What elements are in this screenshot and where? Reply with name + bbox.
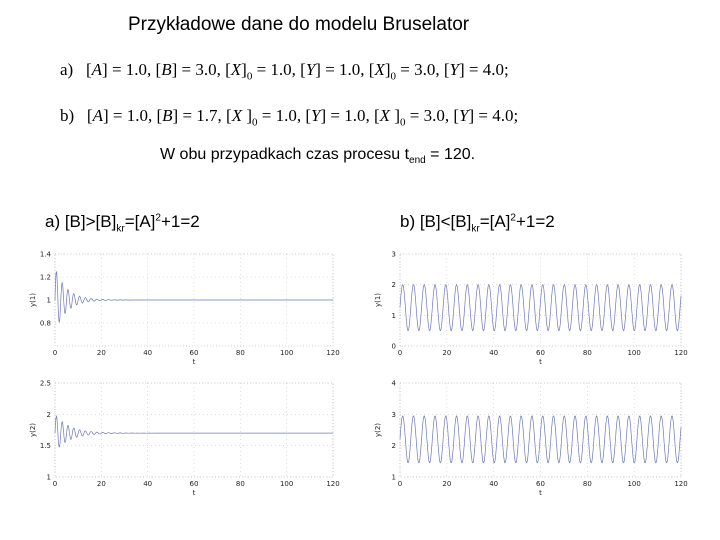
eq-a-var: X: [230, 60, 242, 79]
eq-a-var: X: [374, 60, 385, 79]
eq-a-label: a): [60, 60, 74, 79]
x-tick-label: 80: [582, 480, 592, 488]
eq-b-text: ] = 4.0;: [468, 106, 519, 125]
y-tick-label: 2.5: [39, 379, 51, 388]
cap-a-sup: 2: [155, 212, 161, 224]
y-tick-label: 1: [391, 311, 396, 320]
eq-a-text: ] = 1.0, [: [315, 60, 375, 79]
eq-a-text: ]: [384, 60, 391, 79]
y-tick-label: 1.4: [39, 250, 51, 259]
eq-a-text: [: [85, 60, 92, 79]
y-axis-label: y(2): [374, 422, 382, 438]
eq-b-text: ]: [242, 106, 253, 125]
y-tick-label: 0: [391, 342, 396, 351]
eq-b-sub: 0: [399, 116, 406, 129]
y-axis-label: y(1): [374, 292, 382, 308]
cap-a-post: +1=2: [160, 212, 200, 231]
y-tick-label: 1: [46, 473, 51, 482]
eq-b-var: Y: [458, 106, 469, 125]
eq-b-text: ] = 1.7, [: [172, 106, 232, 125]
cap-a-mid: =[A]: [124, 212, 156, 231]
cap-b-pre: b) [B]<[B]: [400, 212, 472, 231]
x-axis-label: t: [539, 358, 542, 366]
y-tick-label: 3: [391, 410, 396, 419]
eq-b-var: B: [162, 106, 173, 125]
x-tick-label: 0: [52, 349, 58, 357]
x-axis-label: t: [192, 358, 196, 366]
eq-b-text: = 1.0, [: [257, 106, 312, 125]
x-tick-label: 120: [326, 480, 340, 488]
y-tick-label: 0.8: [39, 319, 51, 328]
x-axis-label: t: [539, 489, 542, 497]
x-tick-label: 20: [96, 480, 106, 488]
x-tick-label: 120: [674, 480, 688, 488]
eq-b-text: ]: [390, 106, 400, 125]
y-tick-label: 1.2: [39, 273, 51, 282]
eq-b-var: X: [231, 106, 243, 125]
x-tick-label: 0: [397, 480, 403, 488]
y-tick-label: 4: [391, 379, 396, 388]
eq-b-var: Y: [311, 106, 321, 125]
y-tick-label: 2: [391, 442, 396, 451]
cap-b-mid: =[A]: [479, 212, 511, 231]
eq-a-text: = 3.0, [: [396, 60, 450, 79]
y-tick-label: 2: [46, 410, 51, 419]
x-tick-label: 60: [536, 480, 545, 488]
y-tick-label: 1: [391, 473, 396, 482]
eq-b-sub: 0: [252, 116, 258, 129]
x-tick-label: 0: [52, 480, 58, 488]
x-tick-label: 100: [627, 480, 641, 488]
eq-b-text: ] = 1.0, [: [102, 106, 163, 125]
eq-a-text: ] = 1.0, [: [102, 60, 162, 79]
x-tick-label: 0: [397, 349, 403, 357]
cap-a-sub: kr: [116, 223, 125, 235]
eq-a-text: ]: [241, 60, 247, 79]
eq-a-text: ] = 3.0, [: [171, 60, 231, 79]
eq-a-var: B: [161, 60, 172, 79]
x-tick-label: 60: [536, 349, 545, 357]
x-tick-label: 20: [96, 349, 106, 357]
x-tick-label: 40: [489, 349, 499, 357]
note-tail: = 120.: [425, 146, 476, 163]
y-tick-label: 2: [391, 281, 396, 290]
y-axis-label: y(2): [29, 422, 37, 438]
note-sub: end: [409, 155, 426, 167]
cap-a-pre: a) [B]>[B]: [45, 212, 117, 231]
x-tick-label: 80: [235, 349, 245, 357]
eq-b-text: [: [86, 106, 93, 125]
cap-b-post: +1=2: [515, 212, 555, 231]
x-tick-label: 60: [189, 480, 199, 488]
eq-b-label: b): [60, 106, 75, 125]
x-tick-label: 40: [489, 480, 499, 488]
cap-b-sup: 2: [510, 212, 516, 224]
y-tick-label: 1: [46, 296, 51, 305]
x-tick-label: 20: [442, 349, 452, 357]
x-tick-label: 100: [279, 349, 294, 357]
eq-b-var: A: [92, 106, 103, 125]
x-tick-label: 20: [442, 480, 452, 488]
series-line: [400, 285, 681, 331]
x-tick-label: 120: [326, 349, 340, 357]
x-tick-label: 60: [189, 349, 199, 357]
x-tick-label: 80: [235, 480, 245, 488]
x-tick-label: 40: [143, 480, 153, 488]
x-tick-label: 80: [582, 349, 592, 357]
plot-frame: [55, 383, 333, 477]
eq-a-text: = 1.0, [: [252, 60, 306, 79]
eq-a-var: Y: [305, 60, 316, 79]
x-axis-label: t: [192, 489, 196, 497]
x-tick-label: 100: [627, 349, 641, 357]
eq-a-var: A: [91, 60, 103, 79]
eq-a-sub: 0: [390, 70, 397, 83]
y-tick-label: 1.5: [39, 442, 51, 451]
x-tick-label: 100: [279, 480, 294, 488]
cap-b-sub: kr: [471, 223, 480, 235]
eq-b-text: = 3.0, [: [405, 106, 459, 125]
eq-a-sub: 0: [246, 70, 253, 83]
eq-a-var: Y: [449, 60, 459, 79]
eq-a-text: ] = 4.0;: [459, 60, 509, 79]
y-tick-label: 3: [391, 250, 396, 259]
x-tick-label: 40: [143, 349, 153, 357]
note-text: W obu przypadkach czas procesu t: [160, 146, 410, 163]
slide-title: Przykładowe dane do modelu Bruselator: [128, 14, 470, 35]
y-axis-label: y(1): [29, 292, 37, 308]
eq-b-var: X: [379, 106, 391, 125]
eq-b-text: ] = 1.0, [: [320, 106, 380, 125]
x-tick-label: 120: [674, 349, 688, 357]
